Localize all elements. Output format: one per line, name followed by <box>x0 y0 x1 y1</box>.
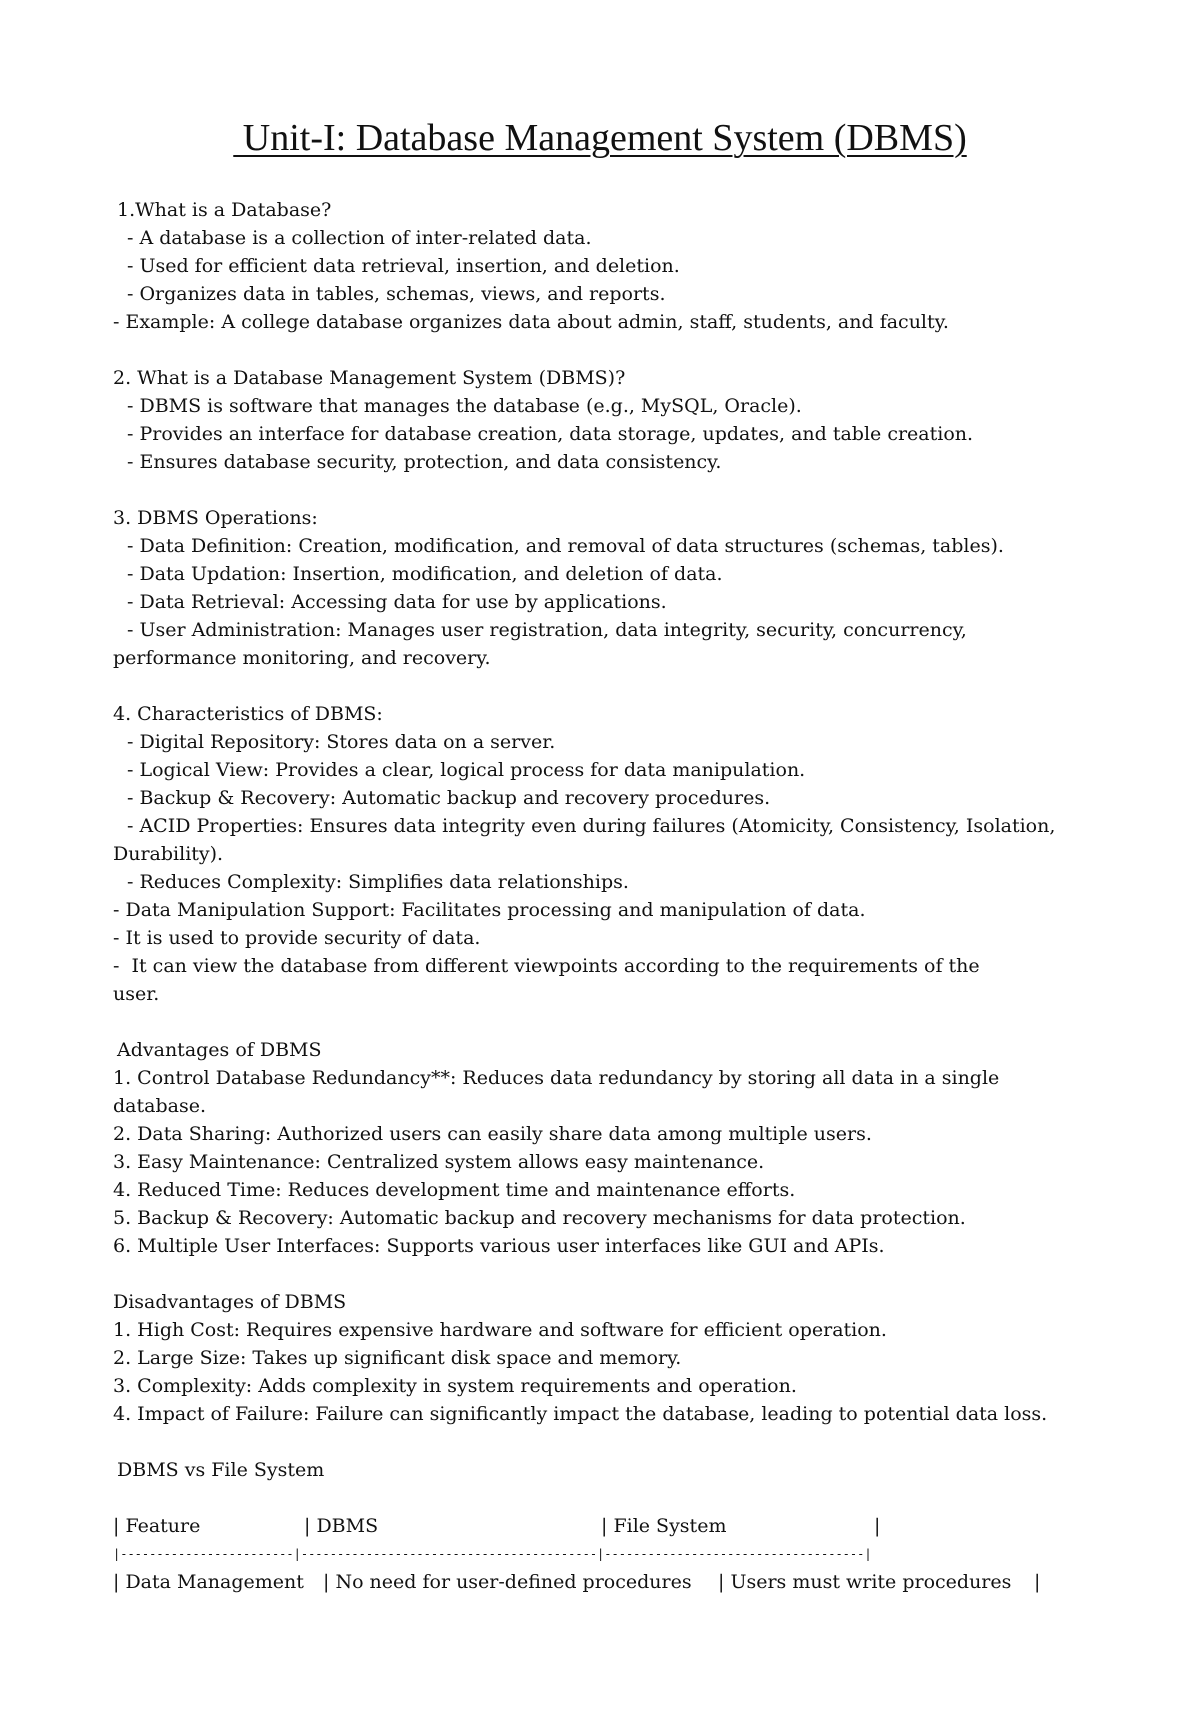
bullet-line: - Backup & Recovery: Automatic backup and recovery procedures. <box>127 787 771 809</box>
blank-line <box>0 1428 1200 1456</box>
table-cell: | <box>1034 1571 1041 1593</box>
bullet-line: - DBMS is software that manages the database (e.g., MySQL, Oracle). <box>127 395 802 417</box>
numbered-line: 3. Complexity: Adds complexity in system requirements and operation. <box>113 1375 797 1397</box>
table-cell: | No need for user-defined procedures <box>323 1571 692 1593</box>
blank-line <box>0 1260 1200 1288</box>
bullet-line-continuation: user. <box>113 983 160 1005</box>
bullet-line: - Organizes data in tables, schemas, views, and reports. <box>127 283 666 305</box>
bullet-line: - User Administration: Manages user registration, data integrity, security, concurrency, <box>127 619 967 641</box>
numbered-line: 4. Reduced Time: Reduces development time and maintenance efforts. <box>113 1179 796 1201</box>
bullet-line: - Ensures database security, protection, and data consistency. <box>127 451 722 473</box>
numbered-line: 5. Backup & Recovery: Automatic backup and recovery mechanisms for data protection. <box>113 1207 966 1229</box>
section-heading: 4. Characteristics of DBMS: <box>113 703 383 725</box>
document-title: Unit-I: Database Management System (DBMS) <box>233 117 967 159</box>
blank-line <box>0 672 1200 700</box>
bullet-line: - It can view the database from different viewpoints according to the requirements of the <box>113 955 980 977</box>
bullet-line: - Example: A college database organizes data about admin, staff, students, and faculty. <box>113 311 949 333</box>
table-header-cell: | DBMS <box>304 1515 379 1537</box>
bullet-line-continuation: performance monitoring, and recovery. <box>113 647 491 669</box>
bullet-line: - Data Updation: Insertion, modification, and deletion of data. <box>127 563 723 585</box>
section-heading: 2. What is a Database Management System (DBMS)? <box>113 367 626 389</box>
table-header-row <box>0 1512 1200 1540</box>
numbered-line: 1. High Cost: Requires expensive hardware and software for efficient operation. <box>113 1319 887 1341</box>
table-cell: | Data Management <box>113 1571 304 1593</box>
blank-line <box>0 1008 1200 1036</box>
numbered-line-continuation: database. <box>113 1095 206 1117</box>
numbered-line: 2. Data Sharing: Authorized users can easily share data among multiple users. <box>113 1123 872 1145</box>
numbered-line: 2. Large Size: Takes up significant disk space and memory. <box>113 1347 682 1369</box>
blank-line <box>0 336 1200 364</box>
table-cell: | Users must write procedures <box>718 1571 1012 1593</box>
blank-line <box>0 1484 1200 1512</box>
table-divider-row: |------------------------|-----------------------------------------|------------------------------------| <box>113 1547 872 1561</box>
bullet-line: - A database is a collection of inter-related data. <box>127 227 592 249</box>
bullet-line: - Provides an interface for database creation, data storage, updates, and table creation. <box>127 423 974 445</box>
bullet-line: - Data Manipulation Support: Facilitates processing and manipulation of data. <box>113 899 866 921</box>
bullet-line: - Data Definition: Creation, modification, and removal of data structures (schemas, tables). <box>127 535 1004 557</box>
bullet-line-continuation: Durability). <box>113 843 224 865</box>
bullet-line: - Data Retrieval: Accessing data for use by applications. <box>127 591 667 613</box>
bullet-line: - Digital Repository: Stores data on a server. <box>127 731 556 753</box>
numbered-line: 1. Control Database Redundancy**: Reduces data redundancy by storing all data in a single <box>113 1067 1000 1089</box>
numbered-line: 6. Multiple User Interfaces: Supports various user interfaces like GUI and APIs. <box>113 1235 885 1257</box>
table-header-cell: | <box>874 1515 881 1537</box>
table-header-cell: | Feature <box>113 1515 201 1537</box>
section-heading: Disadvantages of DBMS <box>113 1291 347 1313</box>
table-header-cell: | File System <box>601 1515 727 1537</box>
section-heading: DBMS vs File System <box>117 1459 325 1481</box>
section-heading: Advantages of DBMS <box>117 1039 322 1061</box>
numbered-line: 3. Easy Maintenance: Centralized system allows easy maintenance. <box>113 1151 765 1173</box>
section-heading: 3. DBMS Operations: <box>113 507 318 529</box>
numbered-line: 4. Impact of Failure: Failure can significantly impact the database, leading to potential data loss. <box>113 1403 1048 1425</box>
bullet-line: - It is used to provide security of data. <box>113 927 481 949</box>
bullet-line: - Reduces Complexity: Simplifies data relationships. <box>127 871 629 893</box>
blank-line <box>0 476 1200 504</box>
bullet-line: - ACID Properties: Ensures data integrity even during failures (Atomicity, Consistency, Isolation, <box>127 815 1056 837</box>
section-heading: 1.What is a Database? <box>117 199 332 221</box>
bullet-line: - Used for efficient data retrieval, insertion, and deletion. <box>127 255 680 277</box>
table-row <box>0 1568 1200 1596</box>
document-body <box>0 196 1200 1596</box>
bullet-line: - Logical View: Provides a clear, logical process for data manipulation. <box>127 759 806 781</box>
